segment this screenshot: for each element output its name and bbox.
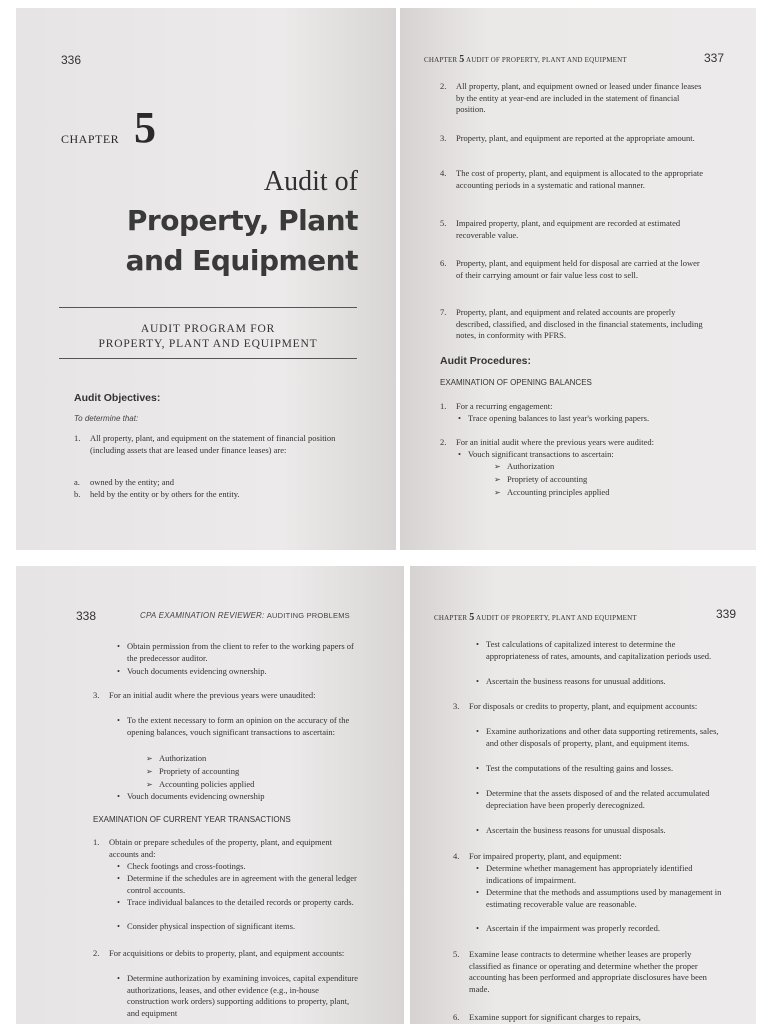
- bullet: • Determine that the methods and assumptions used by management in estimating recoverable value are reasonable.: [486, 887, 722, 910]
- page-336: [16, 8, 396, 550]
- running-head: [434, 612, 637, 623]
- objective-1a: [74, 477, 344, 489]
- objective-number: 1.: [74, 433, 81, 443]
- bullet: • Vouch documents evidencing ownership.: [127, 666, 357, 678]
- objective-7: [440, 307, 708, 342]
- procedure-text: Examine support for significant charges to repairs,: [469, 1012, 641, 1022]
- objective-text: Property, plant, and equipment are reported at the appropriate amount.: [456, 133, 695, 143]
- bullet: • Examine authorizations and other data supporting retirements, sales, and other disposals of property, plant, and equipment items.: [486, 726, 722, 749]
- procedure-text: For a recurring engagement:: [456, 401, 553, 411]
- bullet: • Determine that the assets disposed of and the related accumulated depreciation have been properly derecognized.: [486, 788, 722, 811]
- current-procedure-2: [93, 948, 359, 960]
- bullet: • Test calculations of capitalized interest to determine the appropriateness of rates, amounts, and capitalization periods used.: [486, 639, 722, 662]
- running-head-book: CPA EXAMINATION REVIEWER:: [140, 611, 265, 620]
- objective-text: The cost of property, plant, and equipment is allocated to the appropriate accounting periods in a systematic and rational manner.: [456, 168, 704, 190]
- procedure-text: For disposals or credits to property, plant, and equipment accounts:: [469, 701, 698, 711]
- bullet: • Check footings and cross-footings.: [127, 861, 359, 873]
- objective-number: 2.: [440, 81, 447, 91]
- running-head-prefix: CHAPTER: [424, 56, 458, 64]
- sub-label: b.: [74, 489, 81, 499]
- objective-text: Impaired property, plant, and equipment are recorded at estimated recoverable value.: [456, 218, 681, 240]
- program-title-line2: PROPERTY, PLANT AND EQUIPMENT: [98, 338, 318, 350]
- procedure-text: For impaired property, plant, and equipment:: [469, 851, 622, 861]
- procedure-4: [453, 851, 723, 863]
- procedure-3-item: ➢ Authorization: [159, 753, 206, 765]
- page-337: [400, 8, 756, 550]
- objective-number: 5.: [440, 218, 447, 228]
- chapter-title-line3: and Equipment: [125, 244, 358, 277]
- page-number: 337: [704, 51, 725, 65]
- procedure-1-bullet: • Trace opening balances to last year's working papers.: [468, 413, 738, 425]
- current-year-heading: EXAMINATION OF CURRENT YEAR TRANSACTIONS: [93, 815, 291, 824]
- chapter-number: 5: [134, 103, 156, 152]
- procedure-number: 6.: [453, 1012, 460, 1022]
- procedure-number: 2.: [93, 948, 100, 958]
- procedure-2-item: ➢ Authorization: [507, 461, 554, 473]
- procedure-2: [440, 437, 740, 449]
- opening-balances-heading: EXAMINATION OF OPENING BALANCES: [440, 378, 592, 387]
- running-head: [140, 611, 350, 620]
- running-head-text: AUDIT OF PROPERTY, PLANT AND EQUIPMENT: [466, 56, 627, 64]
- chapter-title-line1: Audit of: [263, 166, 358, 197]
- procedure-text: For an initial audit where the previous years were unaudited:: [109, 690, 316, 700]
- bullet: • Obtain permission from the client to refer to the working papers of the predecessor auditor.: [127, 641, 357, 664]
- sub-text: owned by the entity; and: [90, 477, 175, 487]
- program-title: [59, 322, 357, 352]
- objective-1b: [74, 489, 344, 501]
- bullet: • Determine authorization by examining invoices, capital expenditure authorizations, leases, and other evidence (e.g., in-house construction work orders) supporting additions to property, plant, and equipment: [127, 973, 359, 1019]
- objective-5: [440, 218, 708, 241]
- procedure-text: Obtain or prepare schedules of the property, plant, and equipment accounts and:: [109, 837, 332, 859]
- current-procedure-1: [93, 837, 359, 860]
- running-head-chapter: 5: [459, 54, 465, 65]
- objective-number: 6.: [440, 258, 447, 268]
- to-determine-label: To determine that:: [74, 414, 139, 423]
- procedure-number: 1.: [440, 401, 447, 411]
- running-head-chapter: 5: [469, 612, 475, 623]
- objective-text: All property, plant, and equipment on the statement of financial position (including assets that are leased under finance leases) are:: [90, 433, 336, 455]
- objective-text: Property, plant, and equipment and related accounts are properly described, classified, and disclosed in the financial statements, including notes, in conformity with PFRS.: [456, 307, 703, 340]
- procedure-number: 4.: [453, 851, 460, 861]
- program-title-line1: AUDIT PROGRAM FOR: [140, 323, 276, 335]
- page-number: 336: [61, 53, 82, 67]
- running-head: [424, 54, 627, 65]
- objectives-heading: Audit Objectives:: [74, 392, 161, 404]
- bullet: • Trace individual balances to the detailed records or property cards.: [127, 897, 359, 909]
- procedure-3-item: ➢ Propriety of accounting: [159, 766, 239, 778]
- objective-text: All property, plant, and equipment owned or leased under finance leases by the entity at year-end are included in the statement of financial position.: [456, 81, 702, 114]
- sub-label: a.: [74, 477, 80, 487]
- objective-6: [440, 258, 708, 281]
- objective-1: [74, 433, 344, 456]
- procedure-number: 3.: [93, 690, 100, 700]
- procedure-number: 5.: [453, 949, 460, 959]
- objective-number: 4.: [440, 168, 447, 178]
- procedure-3: [93, 690, 359, 702]
- page-number: 338: [76, 609, 97, 623]
- procedure-2-item: ➢ Accounting principles applied: [507, 487, 609, 499]
- bullet: • Ascertain the business reasons for unusual additions.: [486, 676, 722, 688]
- chapter-title-line2: Property, Plant: [126, 204, 358, 237]
- procedure-5: [453, 949, 723, 995]
- bullet: • Vouch documents evidencing ownership: [127, 791, 359, 803]
- procedure-1: [440, 401, 740, 413]
- procedure-2-item: ➢ Propriety of accounting: [507, 474, 587, 486]
- divider-top: [59, 307, 357, 308]
- procedure-3: [453, 701, 723, 713]
- procedure-text: For an initial audit where the previous years were audited:: [456, 437, 655, 447]
- page-339: [410, 566, 756, 1024]
- objective-3: [440, 133, 708, 145]
- objective-2: [440, 81, 708, 116]
- bullet: • Determine whether management has appropriately identified indications of impairment.: [486, 863, 722, 886]
- running-head-subject: AUDITING PROBLEMS: [266, 611, 350, 620]
- objective-4: [440, 168, 708, 191]
- bullet: • Test the computations of the resulting gains and losses.: [486, 763, 722, 775]
- running-head-text: AUDIT OF PROPERTY, PLANT AND EQUIPMENT: [476, 614, 637, 622]
- procedure-number: 3.: [453, 701, 460, 711]
- divider-bottom: [59, 358, 357, 359]
- page-338: [16, 566, 404, 1024]
- running-head-prefix: CHAPTER: [434, 614, 468, 622]
- sub-text: held by the entity or by others for the entity.: [90, 489, 240, 499]
- objective-number: 7.: [440, 307, 447, 317]
- procedure-number: 2.: [440, 437, 447, 447]
- objective-number: 3.: [440, 133, 447, 143]
- chapter-label: CHAPTER: [61, 132, 120, 146]
- procedure-6: [453, 1012, 723, 1024]
- bullet: • Consider physical inspection of significant items.: [127, 921, 359, 933]
- bullet: • Ascertain the business reasons for unusual disposals.: [486, 825, 722, 837]
- procedure-2-bullet: • Vouch significant transactions to ascertain:: [468, 449, 738, 461]
- bullet: • Ascertain if the impairment was properly recorded.: [486, 923, 722, 935]
- procedures-heading: Audit Procedures:: [440, 355, 532, 367]
- bullet: • To the extent necessary to form an opinion on the accuracy of the opening balances, vouch significant transactions to ascertain:: [127, 715, 359, 738]
- procedure-3-item: ➢ Accounting policies applied: [159, 779, 254, 791]
- objective-text: Property, plant, and equipment held for disposal are carried at the lower of their carrying amount or fair value less cost to sell.: [456, 258, 700, 280]
- page-number: 339: [716, 607, 737, 621]
- procedure-text: For acquisitions or debits to property, plant, and equipment accounts:: [109, 948, 345, 958]
- procedure-text: Examine lease contracts to determine whether leases are properly classified as finance or operating and determine whether the proper accounting has been performed and appropriate disclosures have been made.: [469, 949, 707, 994]
- procedure-number: 1.: [93, 837, 100, 847]
- bullet: • Determine if the schedules are in agreement with the general ledger control accounts.: [127, 873, 359, 896]
